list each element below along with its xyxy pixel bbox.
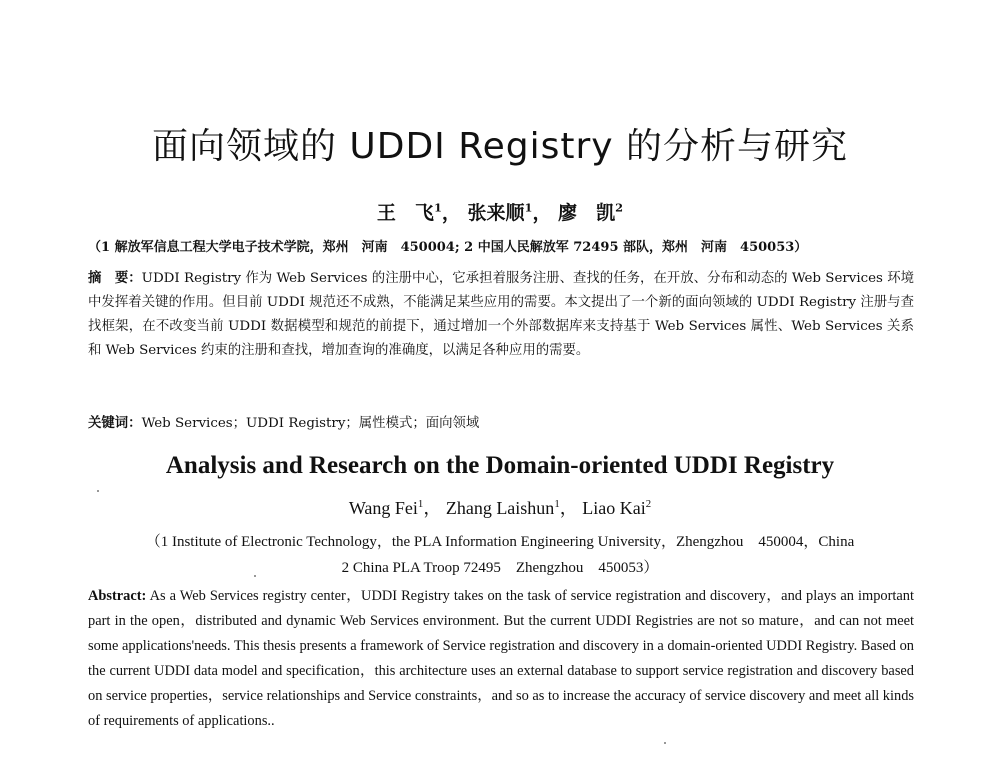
author-superscript: 1 [524,200,533,215]
author-name: 王 飞 [376,202,434,224]
abstract-text: As a Web Services registry center，UDDI Registry takes on the task of service registration and discovery，and plays an important part in the open，distributed and dynamic Web Services environment. But the current UDDI Registries are not so mature，and can not meet some applications'needs. This thesis presents a framework of Service registration and discovery in a domain-oriented UDDI Registry. Based on the current UDDI data model and specification，this architecture uses an external database to support service registration and discovery based on service properties，service relationships and Service constraints，and so as to increase the accuracy of service discovery and meet all kinds of requirements of applications.. [88,588,914,729]
author-superscript: 2 [615,200,624,215]
chinese-affiliation: （1 解放军信息工程大学电子技术学院，郑州 河南 450004; 2 中国人民解放军 72495 部队，郑州 河南 450053） [88,240,808,255]
author-separator: ， [559,498,578,518]
author-superscript: 1 [554,498,560,510]
chinese-authors [0,198,1000,225]
keywords-label: 关键词： [88,415,142,431]
english-abstract [88,584,914,734]
author-separator: ， [441,202,461,224]
author-name: Wang Fei [348,498,418,518]
abstract-label: 摘 要： [88,270,142,286]
scan-speck [254,575,256,577]
author-name: 张来顺 [467,202,525,224]
abstract-label: Abstract: [88,588,147,604]
author-superscript: 1 [417,498,424,510]
english-title: Analysis and Research on the Domain-oriented UDDI Registry [165,452,835,479]
author-separator: ， [532,202,552,224]
scan-speck [97,490,99,492]
keywords-text: Web Services；UDDI Registry；属性模式；面向领域 [141,416,480,431]
abstract-text: UDDI Registry 作为 Web Services 的注册中心，它承担着服务注册、查找的任务，在开放、分布和动态的 Web Services 环境中发挥着关键的作用。但目前 UDDI 规范还不成熟，不能满足某些应用的需要。本文提出了一个新的面向领域的 UDDI Registry 注册与查找框架，在不改变当前 UDDI 数据模型和规范的前提下，通过增加一个外部数据库来支持基于 Web Services 属性、Web Services 关系和 Web Services 约束的注册和查找，增加查询的准确度，以满足各种应用的需要。 [88,271,915,358]
author-superscript: 1 [433,200,442,215]
english-authors [0,494,1000,520]
author-name: 廖 凯 [558,202,616,224]
english-affiliation [0,529,1000,581]
affiliation-line: 2 China PLA Troop 72495 Zhengzhou 450053） [341,560,659,576]
author-separator: ， [423,498,442,518]
author-name: Zhang Laishun [445,498,555,518]
affiliation-line: （1 Institute of Electronic Technology，the PLA Information Engineering University，Zhengzhou 450004，China [145,534,855,550]
chinese-title: 面向领域的 UDDI Registry 的分析与研究 [151,126,849,167]
chinese-abstract [88,266,914,363]
author-name: Liao Kai [582,498,646,518]
author-superscript: 2 [645,498,652,510]
chinese-keywords [88,412,914,431]
scan-speck [664,742,666,744]
